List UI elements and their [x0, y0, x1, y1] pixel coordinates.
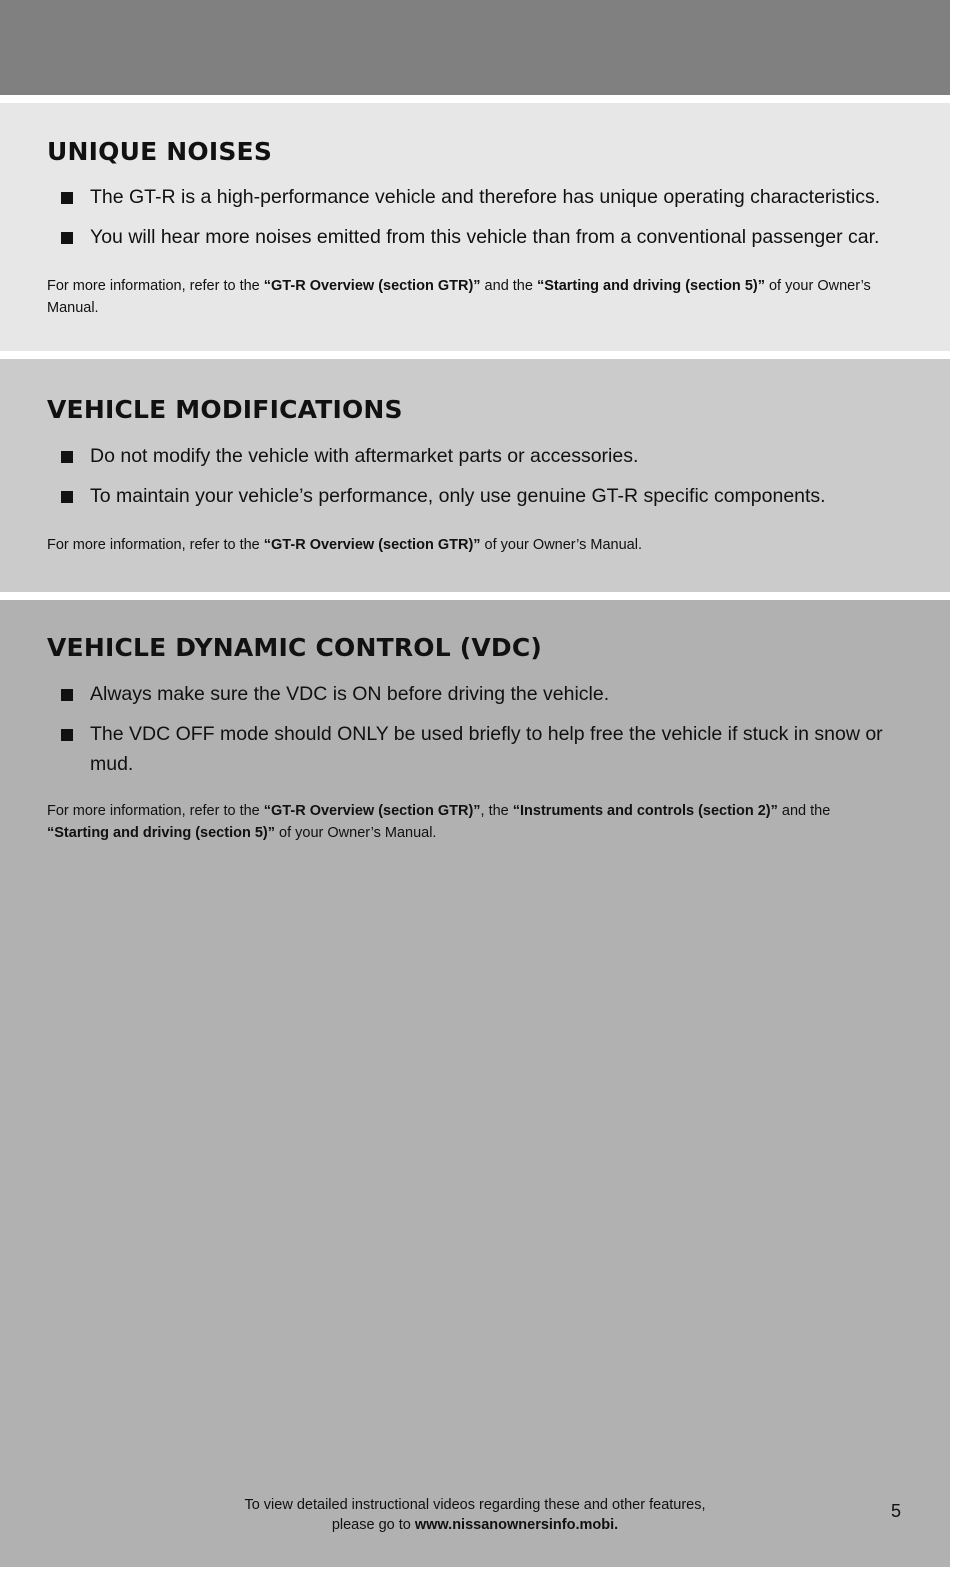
- footer-link[interactable]: www.nissanownersinfo.mobi.: [414, 1517, 619, 1533]
- list-item: [47, 222, 910, 252]
- ref-text: of your Owner’s Manual.: [275, 825, 437, 841]
- header-band: [0, 0, 950, 95]
- ref-bold: “GT-R Overview (section GTR)”: [263, 803, 481, 819]
- list-item: [47, 182, 910, 212]
- bullet-text: The VDC OFF mode should ONLY be used briefly to help free the vehicle if stuck in snow or mud.: [90, 723, 883, 775]
- bullet-text: You will hear more noises emitted from this vehicle than from a conventional passenger car.: [90, 226, 880, 248]
- section-title: VEHICLE DYNAMIC CONTROL (VDC): [47, 633, 543, 662]
- footer-line: To view detailed instructional videos regarding these and other features,: [244, 1497, 706, 1513]
- bullet-text: The GT-R is a high-performance vehicle and therefore has unique operating characteristics.: [90, 186, 881, 208]
- bullet-list: [47, 679, 910, 789]
- square-bullet-icon: [61, 729, 73, 741]
- section-title: VEHICLE MODIFICATIONS: [47, 395, 403, 424]
- ref-text: of your Owner’s Manual.: [47, 278, 871, 316]
- list-item: [47, 441, 910, 471]
- ref-bold: “GT-R Overview (section GTR)”: [263, 278, 481, 294]
- ref-bold: “GT-R Overview (section GTR)”: [263, 537, 481, 553]
- footer-line: [0, 1515, 950, 1535]
- bullet-text: Always make sure the VDC is ON before driving the vehicle.: [90, 683, 610, 705]
- ref-text: of your Owner’s Manual.: [480, 537, 642, 553]
- ref-text: For more information, refer to the: [47, 803, 264, 819]
- bullet-list: [47, 441, 910, 521]
- list-item: [47, 481, 910, 511]
- ref-bold: “Instruments and controls (section 2)”: [512, 803, 778, 819]
- reference-note: [47, 275, 880, 319]
- footer-text: please go to: [331, 1517, 415, 1533]
- list-item: [47, 719, 910, 779]
- section-vdc: [0, 600, 950, 1567]
- ref-text: For more information, refer to the: [47, 278, 264, 294]
- bullet-text: To maintain your vehicle’s performance, only use genuine GT-R specific components.: [90, 485, 826, 507]
- section-unique-noises: [0, 103, 950, 351]
- footer-note: [0, 1495, 950, 1535]
- ref-text: and the: [480, 278, 537, 294]
- ref-bold: “Starting and driving (section 5)”: [536, 278, 765, 294]
- square-bullet-icon: [61, 689, 73, 701]
- ref-bold: “Starting and driving (section 5)”: [47, 825, 275, 841]
- page-number: 5: [891, 1501, 902, 1521]
- square-bullet-icon: [61, 451, 73, 463]
- square-bullet-icon: [61, 491, 73, 503]
- square-bullet-icon: [61, 192, 73, 204]
- section-title: UNIQUE NOISES: [47, 137, 273, 166]
- ref-text: For more information, refer to the: [47, 537, 264, 553]
- bullet-text: Do not modify the vehicle with aftermarket parts or accessories.: [90, 445, 639, 467]
- square-bullet-icon: [61, 232, 73, 244]
- reference-note: [47, 800, 880, 844]
- section-vehicle-modifications: [0, 359, 950, 592]
- ref-text: , the: [480, 803, 513, 819]
- reference-note: [47, 534, 880, 556]
- list-item: [47, 679, 910, 709]
- ref-text: and the: [777, 803, 831, 819]
- bullet-list: [47, 182, 910, 262]
